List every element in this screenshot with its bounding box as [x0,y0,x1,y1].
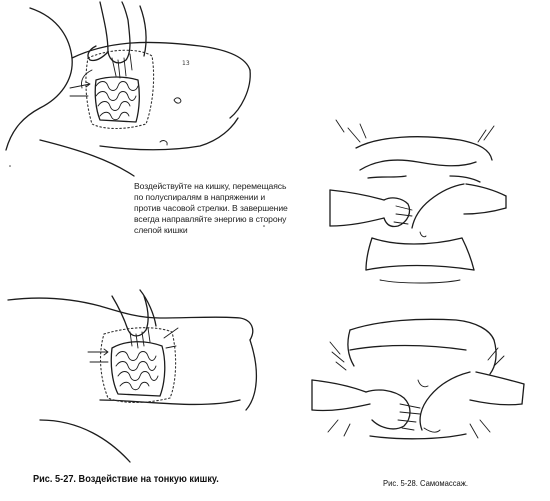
speck [9,165,11,167]
description-line: против часовой стрелки. В завершение [134,203,288,213]
figure-caption-5-28: Рис. 5-28. Самомассаж. [383,478,469,488]
top-left-illustration [6,2,250,176]
description-line: Воздействуйте на кишку, перемещаясь [134,181,287,191]
bottom-left-illustration [8,290,256,462]
description-line: по полуспиралям в напряжении и [134,192,266,202]
description-line: всегда направляйте энергию в сторону [134,214,287,224]
figure-caption-5-27: Рис. 5-27. Воздействие на тонкую кишку. [33,474,219,485]
page-mark: 13 [182,60,190,67]
figure-description [134,181,304,236]
description-line: слепой кишки [134,225,188,235]
bottom-right-illustration [312,319,524,438]
top-right-illustration [330,120,506,283]
